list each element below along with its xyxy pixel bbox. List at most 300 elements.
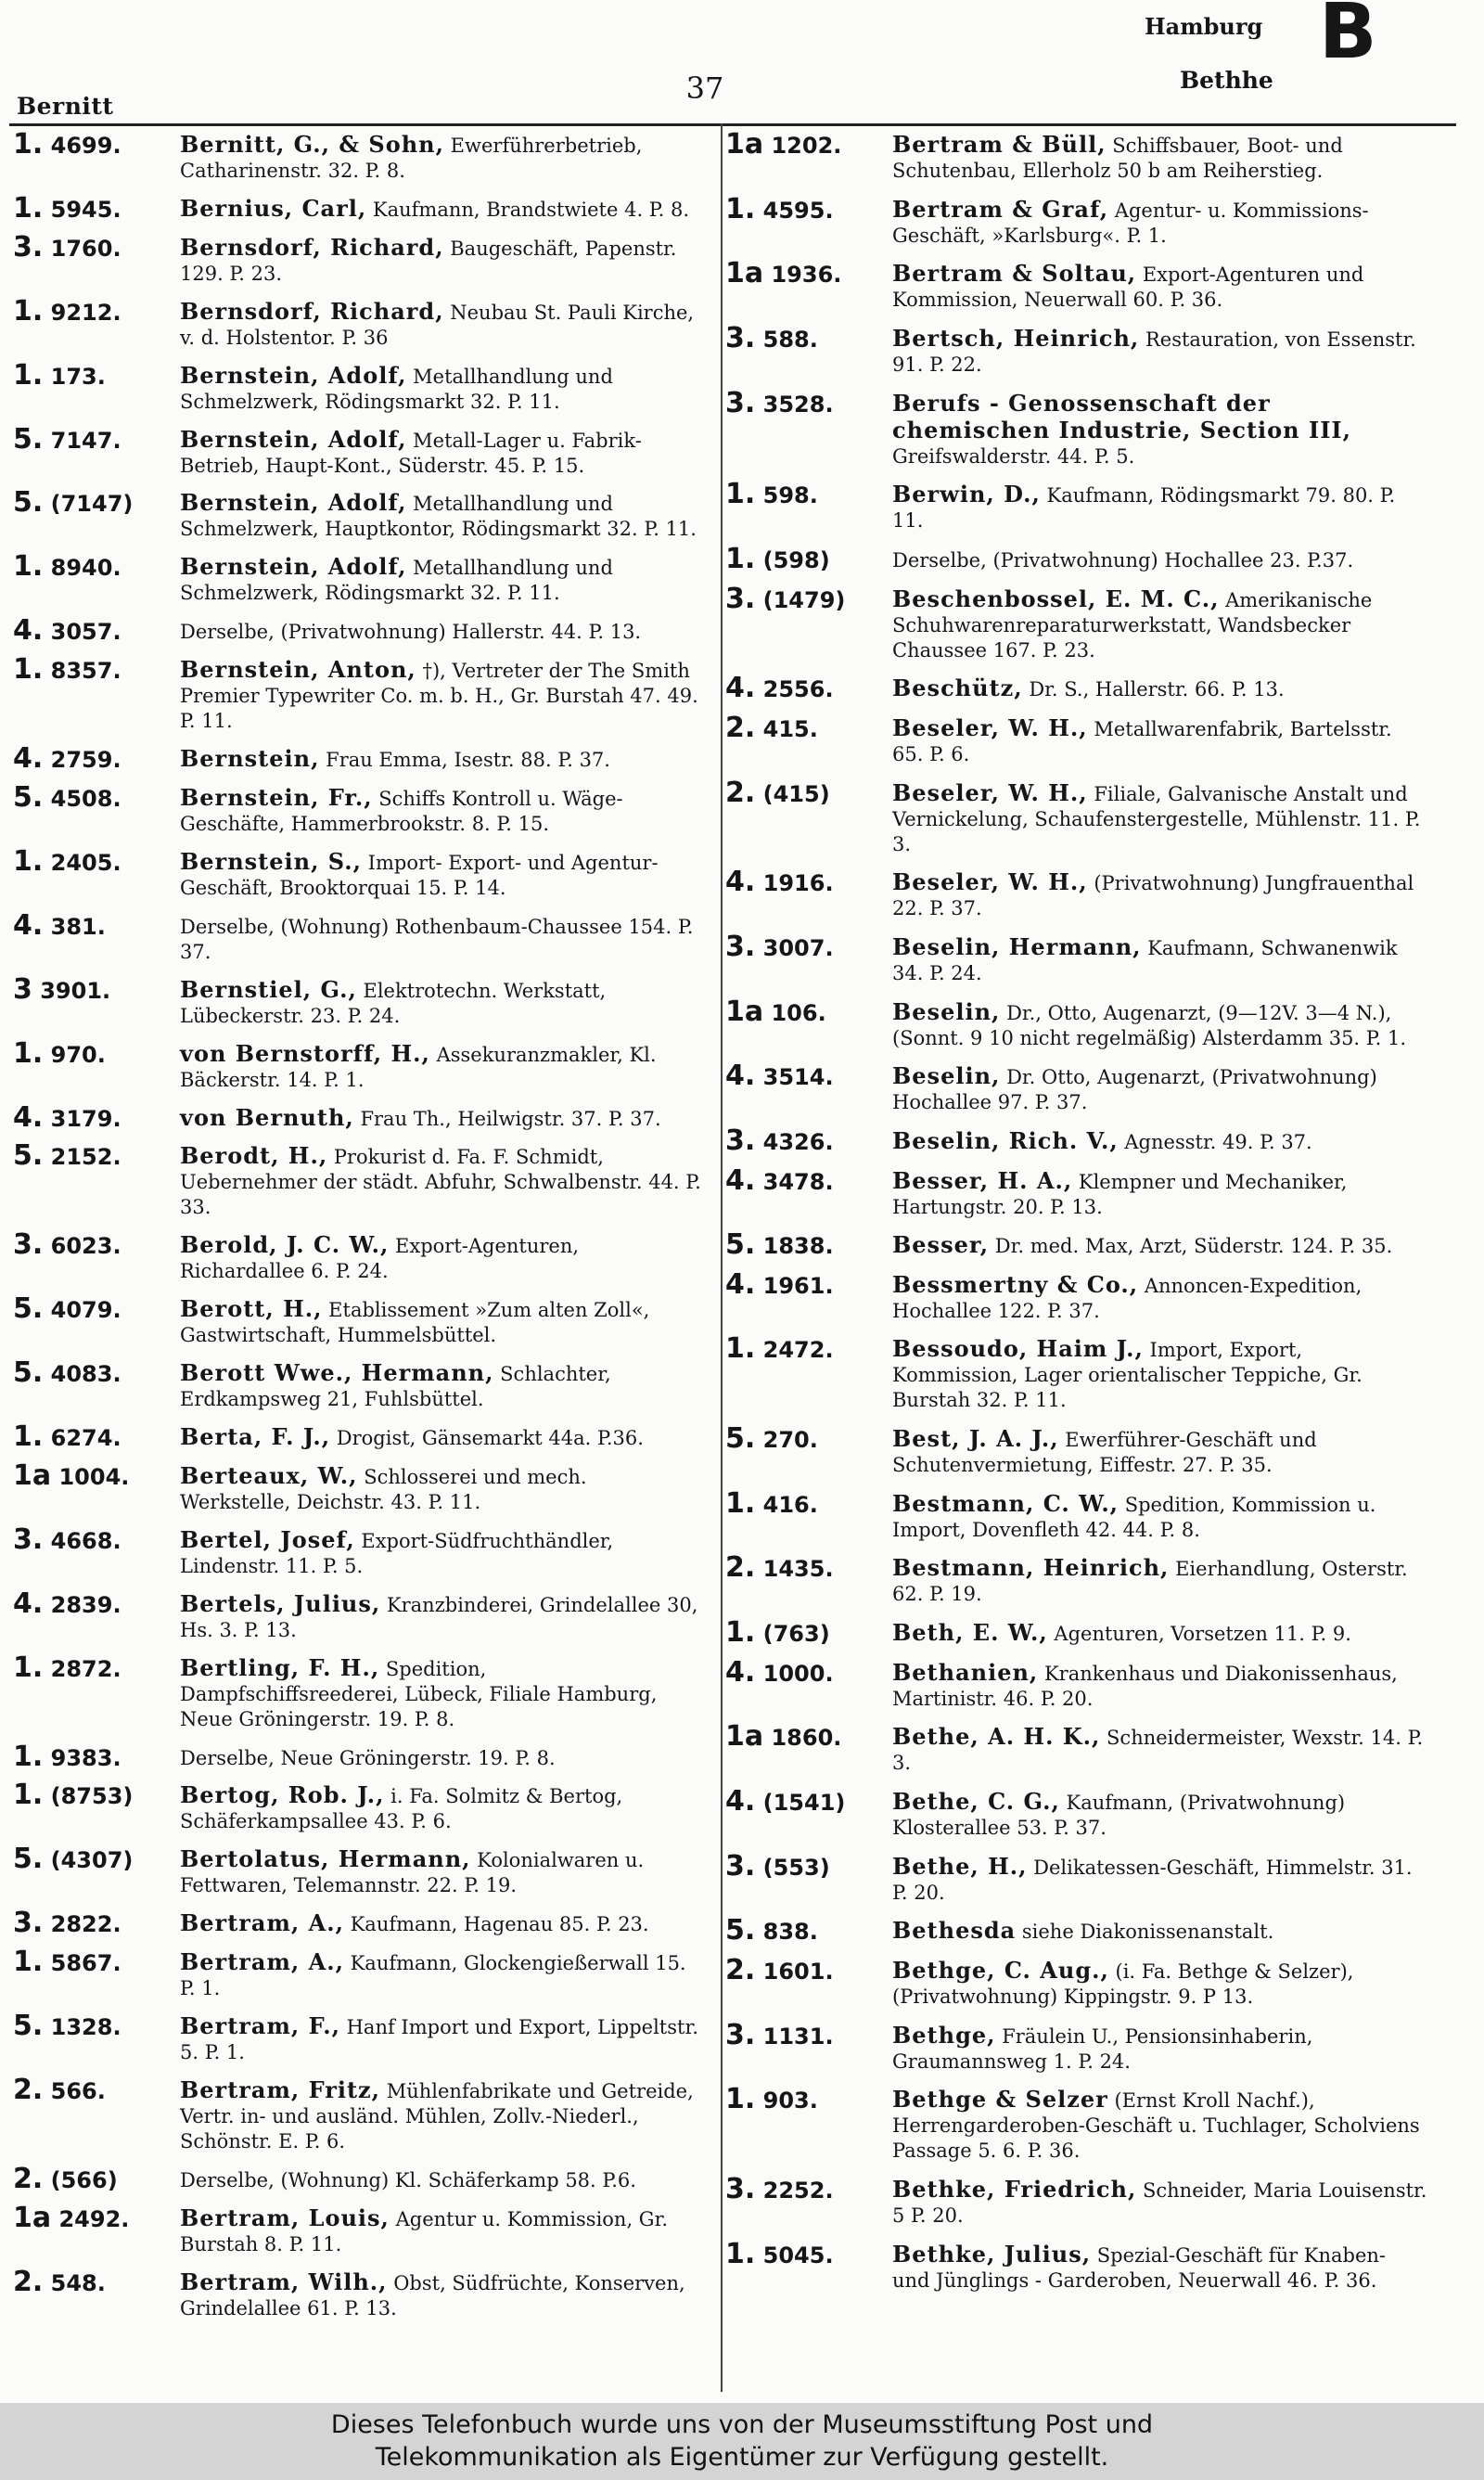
- subscriber-name: Bethke, Friedrich,: [892, 2176, 1137, 2203]
- subscriber-name: Bertram, Louis,: [180, 2204, 390, 2231]
- footer-line-1: Dieses Telefonbuch wurde uns von der Museumsstiftung Post und: [330, 2410, 1154, 2439]
- phone-number: [725, 257, 885, 290]
- exchange-code: 1a: [725, 995, 764, 1028]
- exchange-code: 3.: [13, 1907, 44, 1940]
- directory-entry: [13, 1587, 701, 1643]
- directory-entry: [725, 1163, 1428, 1220]
- phone-number: [725, 1785, 885, 1818]
- line-number: 416.: [762, 1491, 818, 1518]
- entry-details: Spezial-Geschäft für Knaben- und Jünglings - Garderoben, Neuerwall 46. P. 36.: [892, 2243, 1387, 2292]
- subscriber-name: Bertram & Büll,: [892, 131, 1107, 158]
- line-number: 2556.: [762, 676, 834, 703]
- line-number: 2872.: [50, 1655, 122, 1682]
- entry-details: Filiale, Galvanische Anstalt und Vernickelung, Schaufenstergestelle, Mühlenstr. 11. P. 3.: [892, 782, 1421, 855]
- directory-entry: [13, 1907, 701, 1940]
- phone-number: [13, 1139, 173, 1173]
- subscriber-name: Bertels, Julius,: [180, 1589, 381, 1617]
- directory-entry: [725, 1551, 1428, 1607]
- exchange-code: 4.: [13, 1587, 44, 1620]
- line-number: 7147.: [50, 427, 122, 454]
- phone-number: [725, 1720, 885, 1754]
- entry-details: Dr. med. Max, Arzt, Süderstr. 124. P. 35.: [994, 1235, 1393, 1258]
- directory-entry: [725, 582, 1428, 663]
- subscriber-name: Beselin, Rich. V.,: [892, 1126, 1119, 1154]
- exchange-code: 3.: [13, 1523, 44, 1556]
- entry-details: siehe Diakonissenanstalt.: [1021, 1921, 1274, 1944]
- line-number: 5045.: [762, 2242, 834, 2268]
- line-number: 6274.: [50, 1425, 122, 1452]
- subscriber-name: Bessoudo, Haim J.,: [892, 1335, 1144, 1363]
- line-number: 106.: [771, 999, 826, 1026]
- phone-number: [725, 1954, 885, 1987]
- exchange-code: 3.: [725, 321, 756, 354]
- footer-line-2: Telekommunikation als Eigentümer zur Verfügung gestellt.: [375, 2443, 1109, 2472]
- subscriber-name: Bertram, Fritz,: [180, 2076, 381, 2103]
- line-number: (4307): [50, 1847, 134, 1874]
- directory-entry: [725, 128, 1428, 184]
- entry-details: Schneidermeister, Wexstr. 14. P. 3.: [892, 1727, 1424, 1775]
- subscriber-name: Beselin, Hermann,: [892, 932, 1142, 960]
- entry-details: Kranzbinderei, Grindelallee 30, Hs. 3. P. 13.: [180, 1593, 698, 1641]
- entry-details: (Ernst Kroll Nachf.), Herrengarderoben-Geschäft u. Tuchlager, Scholviens Passage 5. 6. P. 36.: [892, 2089, 1420, 2163]
- entry-details: Ewerführerbetrieb, Catharinenstr. 32. P. 8.: [180, 135, 643, 182]
- entry-details: Schiffsbauer, Boot- und Schutenbau, Ellerholz 50 b am Reiherstieg.: [892, 135, 1343, 182]
- subscriber-name: Beselin,: [892, 1062, 1001, 1090]
- exchange-code: 3.: [725, 2173, 756, 2205]
- subscriber-name: Bertram, A.,: [180, 1909, 344, 1937]
- phone-number: [13, 1420, 173, 1454]
- entry-details: Agentur u. Kommission, Gr. Burstah 8. P. 11.: [180, 2207, 668, 2255]
- footer-notice: [0, 2403, 1484, 2480]
- entry-details: Fräulein U., Pensionsinhaberin, Graumannsweg 1. P. 24.: [892, 2024, 1313, 2073]
- phone-number: [725, 478, 885, 511]
- subscriber-name: Bethe, A. H. K.,: [892, 1723, 1101, 1751]
- directory-entry: [13, 1292, 701, 1348]
- directory-entry: [13, 1843, 701, 1898]
- exchange-code: 3.: [13, 1228, 44, 1262]
- line-number: 4699.: [50, 133, 122, 159]
- phone-number: [13, 1779, 173, 1812]
- phone-number: [725, 192, 885, 225]
- exchange-code: 4.: [725, 1163, 756, 1197]
- subscriber-name: Bestmann, C. W.,: [892, 1489, 1119, 1517]
- phone-number: [725, 1914, 885, 1947]
- exchange-code: 5.: [725, 1914, 756, 1947]
- exchange-code: 1.: [13, 1740, 44, 1773]
- entry-details: Drogist, Gänsemarkt 44a. P.36.: [336, 1427, 644, 1450]
- directory-entry: [725, 1422, 1428, 1478]
- phone-number: [13, 614, 173, 648]
- entry-details: Delikatessen-Geschäft, Himmelstr. 31. P. 20.: [892, 1856, 1413, 1904]
- phone-number: [13, 1651, 173, 1684]
- directory-entry: [13, 2074, 701, 2154]
- subscriber-name: Bernius, Carl,: [180, 194, 367, 222]
- subscriber-name: Besser, H. A.,: [892, 1166, 1073, 1194]
- exchange-code: 1.: [725, 2083, 756, 2116]
- directory-entry: [725, 1914, 1428, 1947]
- directory-entry: [725, 866, 1428, 921]
- entry-details: Restauration, von Essenstr. 91. P. 22.: [892, 328, 1416, 376]
- phone-number: [725, 1228, 885, 1262]
- entry-details: Spedition, Dampfschiffsreederei, Lübeck, Filiale Hamburg, Neue Gröningerstr. 19. P. 8.: [180, 1657, 658, 1730]
- phone-number: [13, 908, 173, 942]
- phone-number: [725, 128, 885, 161]
- phone-number: [725, 1060, 885, 1093]
- subscriber-name: Bertel, Josef,: [180, 1525, 355, 1553]
- line-number: (566): [50, 2166, 118, 2193]
- line-number: 903.: [762, 2088, 818, 2114]
- exchange-code: 4.: [13, 742, 44, 776]
- entry-details: Spedition, Kommission u. Import, Dovenfleth 42. 44. P. 8.: [892, 1493, 1376, 1541]
- line-number: 9212.: [50, 299, 122, 326]
- right-column: [725, 128, 1428, 2294]
- directory-entry: [725, 776, 1428, 857]
- phone-number: [725, 711, 885, 744]
- line-number: 4083.: [50, 1361, 122, 1388]
- line-number: 4595.: [762, 197, 834, 224]
- entry-details: Derselbe, (Wohnung) Rothenbaum-Chaussee 154. P. 37.: [180, 915, 694, 963]
- running-head-left: Bernitt: [17, 93, 114, 120]
- exchange-code: 1.: [725, 1486, 756, 1520]
- entry-details: Kaufmann, Rödingsmarkt 79. 80. P. 11.: [892, 484, 1396, 533]
- phone-number: [13, 1292, 173, 1326]
- line-number: 3478.: [762, 1168, 834, 1195]
- exchange-code: 1.: [13, 653, 44, 687]
- exchange-code: 5.: [13, 2010, 44, 2043]
- exchange-code: 4.: [725, 1785, 756, 1818]
- subscriber-name: Berufs - Genossenschaft der chemischen Industrie, Section III,: [892, 389, 1352, 443]
- phone-number: [13, 1907, 173, 1940]
- exchange-code: 2.: [725, 1954, 756, 1987]
- exchange-code: 1.: [13, 1036, 44, 1070]
- entry-details: Dr. Otto, Augenarzt, (Privatwohnung) Hochallee 97. P. 37.: [892, 1066, 1377, 1114]
- exchange-code: 1.: [13, 550, 44, 584]
- exchange-code: 1.: [13, 128, 44, 161]
- subscriber-name: Bethge & Selzer: [892, 2086, 1108, 2114]
- directory-entry: [13, 780, 701, 837]
- exchange-code: 4.: [725, 866, 756, 899]
- phone-number: [725, 2083, 885, 2116]
- exchange-code: 1a: [725, 128, 764, 161]
- exchange-code: 2.: [725, 711, 756, 744]
- directory-entry: [725, 1849, 1428, 1906]
- phone-number: [725, 1655, 885, 1689]
- phone-number: [13, 422, 173, 456]
- phone-number: [13, 230, 173, 263]
- entry-details: i. Fa. Solmitz & Bertog, Schäferkampsallee 43. P. 6.: [180, 1785, 623, 1833]
- entry-details: Kaufmann, (Privatwohnung) Klosterallee 53. P. 37.: [892, 1792, 1346, 1840]
- header-rule: [9, 123, 1456, 126]
- exchange-code: 1a: [13, 2201, 52, 2234]
- entry-details: Metallhandlung und Schmelzwerk, Rödingsmarkt 32. P. 11.: [180, 365, 613, 413]
- directory-entry: [13, 653, 701, 734]
- entry-details: Schneider, Maria Louisenstr. 5 P. 20.: [892, 2179, 1427, 2227]
- exchange-code: 5.: [13, 1356, 44, 1390]
- subscriber-name: Bertsch, Heinrich,: [892, 324, 1140, 352]
- phone-number: [13, 2162, 173, 2195]
- exchange-code: 1a: [725, 257, 764, 290]
- subscriber-name: von Bernstorff, H.,: [180, 1039, 430, 1067]
- directory-entry: [13, 908, 701, 965]
- line-number: (553): [762, 1854, 830, 1881]
- entry-details: Metallwarenfabrik, Bartelsstr. 65. P. 6.: [892, 717, 1392, 765]
- entry-details: Hanf Import und Export, Lippeltstr. 5. P. 1.: [180, 2016, 698, 2064]
- directory-entry: [725, 192, 1428, 249]
- subscriber-name: Bernstein,: [180, 745, 320, 773]
- subscriber-name: Beseler, W. H.,: [892, 868, 1088, 896]
- entry-details: Export-Agenturen und Kommission, Neuerwall 60. P. 36.: [892, 263, 1364, 312]
- line-number: 598.: [762, 482, 818, 509]
- subscriber-name: Bethe, C. G.,: [892, 1788, 1060, 1816]
- subscriber-name: Bertram & Graf,: [892, 195, 1109, 223]
- directory-entry: [13, 2010, 701, 2065]
- exchange-code: 1.: [13, 1420, 44, 1454]
- entry-details: Kolonialwaren u. Fettwaren, Telemannstr. 22. P. 19.: [180, 1849, 645, 1897]
- line-number: 2759.: [50, 747, 122, 774]
- subscriber-name: Berott, H.,: [180, 1295, 323, 1323]
- directory-entry: [13, 1036, 701, 1093]
- entry-details: Metallhandlung und Schmelzwerk, Rödingsmarkt 32. P. 11.: [180, 557, 613, 605]
- phone-number: [725, 866, 885, 899]
- subscriber-name: Bethe, H.,: [892, 1852, 1028, 1880]
- exchange-code: 2.: [13, 2162, 44, 2195]
- line-number: 173.: [50, 363, 106, 390]
- entry-details: Frau Emma, Isestr. 88. P. 37.: [326, 749, 610, 772]
- line-number: 2472.: [762, 1337, 834, 1364]
- phone-number: [13, 128, 173, 161]
- directory-entry: [13, 1523, 701, 1579]
- entry-details: Obst, Südfrüchte, Konserven, Grindelallee 61. P. 13.: [180, 2271, 685, 2319]
- entry-details: Eierhandlung, Osterstr. 62. P. 19.: [892, 1558, 1408, 1606]
- directory-entry: [13, 2162, 701, 2195]
- phone-number: [13, 1458, 173, 1492]
- directory-entry: [725, 1954, 1428, 2010]
- line-number: (763): [762, 1621, 830, 1648]
- phone-number: [725, 1849, 885, 1882]
- directory-entry: [13, 230, 701, 287]
- directory-entry: [725, 321, 1428, 378]
- line-number: 1435.: [762, 1556, 834, 1583]
- line-number: 2839.: [50, 1591, 122, 1618]
- exchange-code: 4.: [725, 1060, 756, 1093]
- exchange-code: 1.: [725, 192, 756, 225]
- subscriber-name: Best, J. A. J.,: [892, 1425, 1059, 1453]
- section-letter: B: [1319, 0, 1377, 76]
- subscriber-name: Bernsdorf, Richard,: [180, 297, 444, 325]
- line-number: (415): [762, 780, 830, 807]
- exchange-code: 2.: [13, 2265, 44, 2298]
- entry-details: Derselbe, (Privatwohnung) Hallerstr. 44. P. 13.: [180, 621, 642, 644]
- exchange-code: 4.: [725, 672, 756, 705]
- entry-details: Derselbe, (Wohnung) Kl. Schäferkamp 58. P.6.: [180, 2168, 636, 2191]
- phone-number: [13, 972, 173, 1006]
- running-head-city: Hamburg: [1145, 13, 1263, 40]
- exchange-code: 5.: [13, 780, 44, 814]
- entry-details: Import, Export, Kommission, Lager orientalischer Teppiche, Gr. Burstah 32. P. 11.: [892, 1339, 1362, 1412]
- entry-details: Ewerführer-Geschäft und Schutenvermietung, Eiffestr. 27. P. 35.: [892, 1429, 1317, 1477]
- line-number: 1000.: [762, 1660, 834, 1687]
- line-number: 8940.: [50, 555, 122, 582]
- line-number: 8357.: [50, 658, 122, 685]
- subscriber-name: Beseler, W. H.,: [892, 713, 1088, 741]
- directory-entry: [725, 2173, 1428, 2229]
- directory-entry: [725, 2018, 1428, 2075]
- line-number: 1328.: [50, 2014, 122, 2041]
- exchange-code: 3.: [725, 2018, 756, 2051]
- phone-number: [725, 776, 885, 809]
- phone-number: [725, 995, 885, 1028]
- directory-entry: [725, 995, 1428, 1051]
- phone-number: [13, 358, 173, 392]
- line-number: 2492.: [58, 2205, 130, 2232]
- directory-entry: [13, 358, 701, 415]
- page-number: 37: [685, 71, 724, 106]
- exchange-code: 4.: [725, 1655, 756, 1689]
- directory-entry: [725, 1060, 1428, 1115]
- phone-number: [725, 542, 885, 575]
- exchange-code: 1.: [13, 844, 44, 878]
- exchange-code: 2.: [725, 776, 756, 809]
- exchange-code: 2.: [725, 1551, 756, 1585]
- exchange-code: 2.: [13, 2074, 44, 2106]
- entry-details: Metall-Lager u. Fabrik-Betrieb, Haupt-Kont., Süderstr. 45. P. 15.: [180, 429, 642, 477]
- entry-details: Klempner und Mechaniker, Hartungstr. 20. P. 13.: [892, 1170, 1348, 1218]
- exchange-code: 1.: [13, 358, 44, 392]
- directory-entry: [13, 1228, 701, 1284]
- exchange-code: 1.: [13, 1651, 44, 1684]
- subscriber-name: Bethge, C. Aug.,: [892, 1957, 1109, 1985]
- entry-details: Krankenhaus und Diakonissenhaus, Martinistr. 46. P. 20.: [892, 1662, 1398, 1710]
- entry-details: Metallhandlung und Schmelzwerk, Hauptkontor, Rödingsmarkt 32. P. 11.: [180, 493, 697, 541]
- line-number: 1760.: [50, 235, 122, 262]
- entry-details: Elektrotechn. Werkstatt, Lübeckerstr. 23. P. 24.: [180, 979, 607, 1027]
- phone-number: [725, 386, 885, 419]
- directory-entry: [13, 1946, 701, 2001]
- exchange-code: 4.: [13, 614, 44, 648]
- exchange-code: 4.: [13, 1100, 44, 1134]
- directory-entry: [725, 2083, 1428, 2164]
- line-number: 270.: [762, 1427, 818, 1454]
- phone-number: [725, 930, 885, 963]
- entry-details: Baugeschäft, Papenstr. 129. P. 23.: [180, 237, 677, 285]
- entry-details: Greifswalderstr. 44. P. 5.: [892, 444, 1135, 468]
- phone-number: [13, 486, 173, 520]
- subscriber-name: Bernstein, Fr.,: [180, 783, 373, 811]
- directory-entry: [725, 711, 1428, 767]
- phone-number: [725, 1332, 885, 1366]
- subscriber-name: Bethke, Julius,: [892, 2240, 1092, 2268]
- directory-entry: [13, 1651, 701, 1732]
- directory-entry: [725, 1655, 1428, 1712]
- phone-number: [13, 1356, 173, 1390]
- entry-details: Export-Agenturen, Richardallee 6. P. 24.: [180, 1235, 580, 1283]
- subscriber-name: Bernstein, Adolf,: [180, 489, 407, 517]
- line-number: 3514.: [762, 1064, 834, 1091]
- entry-details: Kaufmann, Hagenau 85. P. 23.: [350, 1913, 649, 1936]
- exchange-code: 1.: [13, 1779, 44, 1812]
- entry-details: †), Vertreter der The Smith Premier Typewriter Co. m. b. H., Gr. Burstah 47. 49. P. 11.: [180, 660, 698, 733]
- line-number: 588.: [762, 326, 818, 353]
- subscriber-name: Bernsdorf, Richard,: [180, 233, 444, 261]
- entry-details: Derselbe, (Privatwohnung) Hochallee 23. P.37.: [892, 548, 1354, 572]
- subscriber-name: Bethanien,: [892, 1658, 1039, 1686]
- line-number: 1961.: [762, 1272, 834, 1299]
- subscriber-name: Beth, E. W.,: [892, 1619, 1048, 1647]
- line-number: 4668.: [50, 1527, 122, 1554]
- exchange-code: 3.: [725, 582, 756, 615]
- directory-entry: [13, 550, 701, 606]
- directory-entry: [13, 294, 701, 351]
- phone-number: [13, 550, 173, 584]
- phone-number: [13, 1100, 173, 1134]
- exchange-code: 4.: [725, 1267, 756, 1301]
- subscriber-name: Bestmann, Heinrich,: [892, 1554, 1170, 1582]
- exchange-code: 3.: [725, 930, 756, 963]
- line-number: (598): [762, 546, 830, 573]
- line-number: 4508.: [50, 785, 122, 812]
- line-number: 1860.: [771, 1725, 842, 1752]
- line-number: 2822.: [50, 1911, 122, 1938]
- exchange-code: 5.: [13, 1139, 44, 1173]
- directory-entry: [13, 486, 701, 542]
- phone-number: [13, 2201, 173, 2234]
- line-number: 4079.: [50, 1297, 122, 1324]
- entry-details: Schiffs Kontroll u. Wäge-Geschäfte, Hammerbrookstr. 8. P. 15.: [180, 787, 623, 835]
- subscriber-name: Berodt, H.,: [180, 1142, 328, 1170]
- line-number: 3057.: [50, 619, 122, 646]
- directory-entry: [13, 614, 701, 648]
- phone-number: [13, 2010, 173, 2043]
- phone-number: [13, 1843, 173, 1876]
- exchange-code: 1.: [13, 1946, 44, 1979]
- subscriber-name: Bernstein, Adolf,: [180, 361, 407, 389]
- line-number: 838.: [762, 1919, 818, 1946]
- directory-entry: [13, 422, 701, 479]
- phone-number: [13, 1587, 173, 1620]
- exchange-code: 5.: [13, 486, 44, 520]
- entry-details: Agnesstr. 49. P. 37.: [1124, 1130, 1312, 1153]
- exchange-code: 4.: [13, 908, 44, 942]
- phone-number: [725, 582, 885, 615]
- line-number: 6023.: [50, 1233, 122, 1260]
- line-number: 381.: [50, 913, 106, 940]
- directory-entry: [13, 1420, 701, 1454]
- phone-number: [725, 2018, 885, 2051]
- line-number: 3901.: [40, 977, 111, 1004]
- line-number: 1202.: [771, 133, 842, 159]
- exchange-code: 1.: [725, 478, 756, 511]
- exchange-code: 5.: [725, 1422, 756, 1456]
- exchange-code: 1.: [725, 542, 756, 575]
- phone-number: [13, 2074, 173, 2106]
- directory-entry: [13, 2201, 701, 2257]
- subscriber-name: Besser,: [892, 1231, 990, 1259]
- phone-number: [725, 1616, 885, 1650]
- directory-entry: [725, 1228, 1428, 1262]
- subscriber-name: Bertolatus, Hermann,: [180, 1845, 471, 1873]
- line-number: 415.: [762, 715, 818, 742]
- exchange-code: 3.: [725, 386, 756, 419]
- subscriber-name: Bertram & Soltau,: [892, 260, 1137, 288]
- entry-details: Export-Südfruchthändler, Lindenstr. 11. P. 5.: [180, 1529, 614, 1577]
- phone-number: [725, 2237, 885, 2270]
- exchange-code: 1.: [725, 1332, 756, 1366]
- subscriber-name: Berwin, D.,: [892, 481, 1041, 508]
- directory-entry: [725, 478, 1428, 533]
- directory-entry: [13, 2265, 701, 2321]
- exchange-code: 5.: [13, 422, 44, 456]
- directory-entry: [725, 386, 1428, 469]
